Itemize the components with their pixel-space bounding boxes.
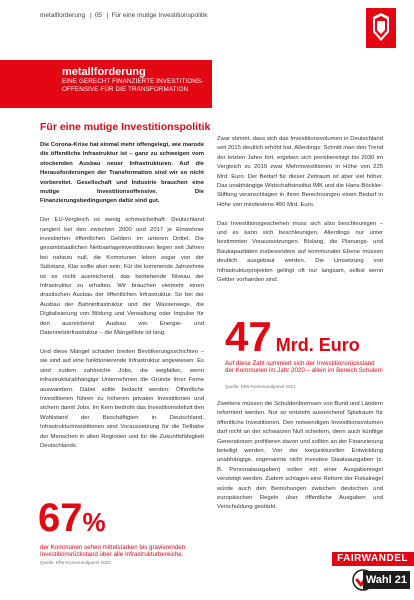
wahl-label: Wahl 21	[363, 571, 410, 589]
stat-number: 67	[38, 496, 83, 540]
body-paragraph: Und diese Mängel schaden breiten Bevölkerungsschichten – sie sind auf eine funktionierende Infrastruktur angewiesen. Es sind zudem zahlreiche Jobs, die wegfallen, wenn infrastrukturabhängige Unternehmen die Gründe ihrer Ferne auswandern. Dabei sollte bedacht werden: Öffentliche Investitionen führen zu höheren privaten Investitionen und sichern damit Jobs. Im Kern bedroht das Investitionsdefizit den Wohlstand der Beschäftigten in Deutschland. Infrastrukturinvestitionen sind Voraussetzung für die Teilhabe der Menschen in allen Regionen und für die Zukunftsfähigkeit Deutschlands.	[40, 348, 204, 449]
stat-caption: Auf diese Zahl summiert sich der Investitionsrückstand der Kommunen im Jahr 2020 – allein im Bereich Schulen!	[225, 360, 383, 375]
header-section: metallforderung	[40, 12, 86, 19]
stat-value	[225, 313, 360, 366]
page-title: Für eine mutige Investitionspolitik	[40, 121, 211, 133]
header-separator-2: |	[106, 12, 109, 19]
right-column	[217, 135, 383, 295]
body-paragraph: Das Investitionsgeschehen muss sich also beschleunigen – und es kann sich beschleunigen. Allerdings nur unter bestimmten Voraussetzungen. Bislang, die Planungs- und Baukapazitäten insbesondere auf kommunaler Ebene müssen deutlich ausgebaut werden. Die Umsetzung von Infrastrukturprojekten gelingt oft nur langsam, selbst wenn Gelder vorhanden sind.	[217, 220, 383, 284]
header-page: 05	[94, 12, 102, 19]
body-paragraph: Der EU-Vergleich ist wenig schmeichelhaft: Deutschland rangiert bei den zwischen 2000 und 2017 je Einwohner investierten öffentlichen Geldern im unteren Drittel. Die gesamtstaatlichen Nettoanlageinvestitionen liegen seit Jahren bei nahezu null, die Kommunen leben sogar von der Substanz. Klar sollte aber sein: Für die kommende Jahrzehnte ist es nicht ausreichend, das bestehende Niveau der Infrastruktur zu erhalten. Wir brauchen vielmehr einen drastischen Ausbau der öffentlichen Infrastruktur. So bei der Ausbau der Bahninfrastruktur und der Wasserwege, die Digitalisierung von Bildung und Verwaltung oder Impulse für den ausreichend Ausbau von Energie- und Datennetzinfrastruktur – die Mängelliste ist lang.	[40, 217, 204, 337]
stat-number: 47	[225, 313, 272, 360]
right-column-continued	[217, 400, 383, 522]
stat-source: Quelle: KfW-Kommunalpanel 2020	[40, 560, 111, 565]
fairwandel-badge	[332, 552, 414, 592]
banner-title: metallforderung	[62, 66, 146, 78]
running-header	[40, 12, 208, 19]
wahl-row	[332, 568, 414, 592]
stat-caption: der Kommunen sehen mittelstarken bis gravierenden Investitionsrückstand über alle Infrastrukturbereiche.	[40, 544, 186, 559]
title-banner	[0, 60, 212, 108]
banner-subtitle-line-2: OFFENSIVE FÜR DIE TRANSFORMATION	[62, 85, 189, 93]
body-paragraph: Zwar stimmt, dass sich das Investitionsvolumen in Deutschland seit 2015 deutlich erhöht hat. Allerdings: Schnitt man den Trend der letzten Jahre fort, ergeben sich preisbereinigt bis 2030 im Vergleich zu 2019 zwar Mehrinvestitionen in Höhe von 225 Mrd. Euro. Der Bedarf für dieser Zeitraum ist aber viel höher. Das unabhängige Wirtschaftsinstitut IMK und die Hans-Böckler-Stiftung veranschlagen in ihren Berechnungen einen Bedarf in Höhe von mindestens 450 Mrd. Euro.	[217, 136, 383, 208]
left-column	[40, 141, 204, 461]
fairwandel-label: FAIRWANDEL	[332, 552, 414, 566]
banner-subtitle-line-1: EINE GERECHT FINANZIERTE INVESTITIONS-	[62, 78, 204, 85]
header-title: Für eine mutige Investitionspolitik	[111, 12, 208, 19]
header-separator: |	[89, 12, 92, 19]
stat-source: Quelle: KfW-Kommunalpanel 2021	[225, 384, 296, 389]
stat-value	[38, 498, 106, 542]
ig-metall-logo-icon	[366, 8, 396, 48]
stat-unit: Mrd. Euro	[275, 335, 360, 355]
stat-unit: %	[82, 507, 106, 537]
body-paragraph: Zweitens müssen die Schuldenbremsen von Bund und Ländern reformiert werden. Nur so entsteht ausreichend Spielraum für öffentliche Investitionen. Den notwendigen Investitionsvolumen darf nicht an der schwarzen Null scheitern, denn auch künftige Generationen profitieren davon und sollten an der Finanzierung beteiligt werden. Von der konjunkturellen Entwicklung unabhängige, sogenannte nicht investive Staatsausgaben (z. B. Personalausgaben) sollen mit einer Ausgabenregel verstetigt werden. Zudem schlagen eine Reform der Fiskalregel würde auch den Bemühungen zwischen deutschen und europäischen Regeln über öffentliche Ausgaben und Verschuldung gestärkt.	[217, 401, 383, 511]
lead-paragraph: Die Corona-Krise hat einmal mehr offengelegt, wie marode die öffentliche Infrastruktur ist – ganz zu schweigen vom stockenden Ausbau neuer Infrastrukturen. Auf die Herausforderungen der Transformation sind wir so nicht vorbereitet. Gesellschaft und Industrie brauchen eine mutige Investitionsoffensive. Die Finanzierungsbedingungen dafür sind gut.	[40, 142, 204, 205]
